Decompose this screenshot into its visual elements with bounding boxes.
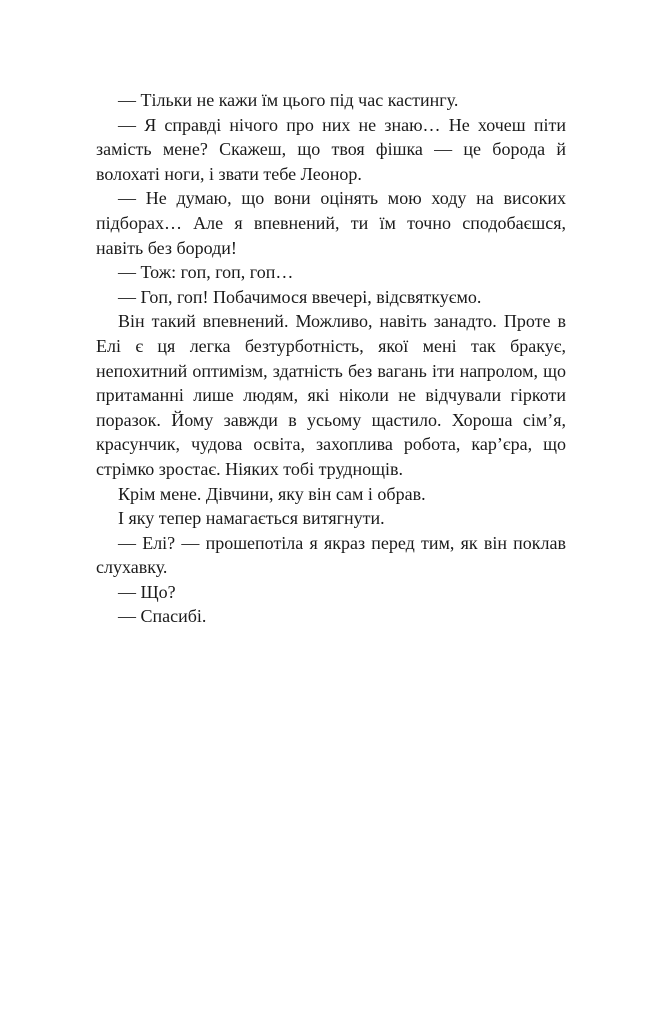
paragraph: — Гоп, гоп! Побачимося ввечері, відсвяткуємо. — [118, 286, 482, 307]
paragraph: — Тож: гоп, гоп, гоп… — [118, 262, 294, 283]
paragraph: — Елі? — прошепотіла я якраз перед тим, як він поклав слухавку. — [96, 532, 566, 578]
paragraph: — Тільки не кажи їм цього під час кастингу. — [118, 90, 459, 110]
paragraph: Він такий впевнений. Можливо, навіть занадто. Проте в Елі є ця легка безтурботність, якої мені так бракує, непохитний оптимізм, здатність без вагань іти напролом, що притаманні лише людям, які ніколи не відчували гіркоти поразок. Йому завжди в усьому щастило. Хороша сім’я, красунчик, чудова освіта, захоплива робота, кар’єра, що стрімко зростає. Ніяких тобі труднощів. — [96, 311, 566, 479]
paragraph: — Що? — [118, 581, 176, 602]
paragraph: — Не думаю, що вони оцінять мою ходу на високих підборах… Але я впевнений, ти їм точно сподобаєшся, навіть без бороди! — [96, 188, 566, 258]
paragraph: — Спасибі. — [118, 606, 207, 627]
book-page-text — [96, 88, 566, 629]
paragraph: І яку тепер намагається витягнути. — [118, 508, 385, 529]
paragraph: — Я справді нічого про них не знаю… Не хочеш піти замість мене? Скажеш, що твоя фішка — це борода й волохаті ноги, і звати тебе Леонор. — [96, 114, 566, 184]
paragraph: Крім мене. Дівчини, яку він сам і обрав. — [118, 483, 426, 504]
